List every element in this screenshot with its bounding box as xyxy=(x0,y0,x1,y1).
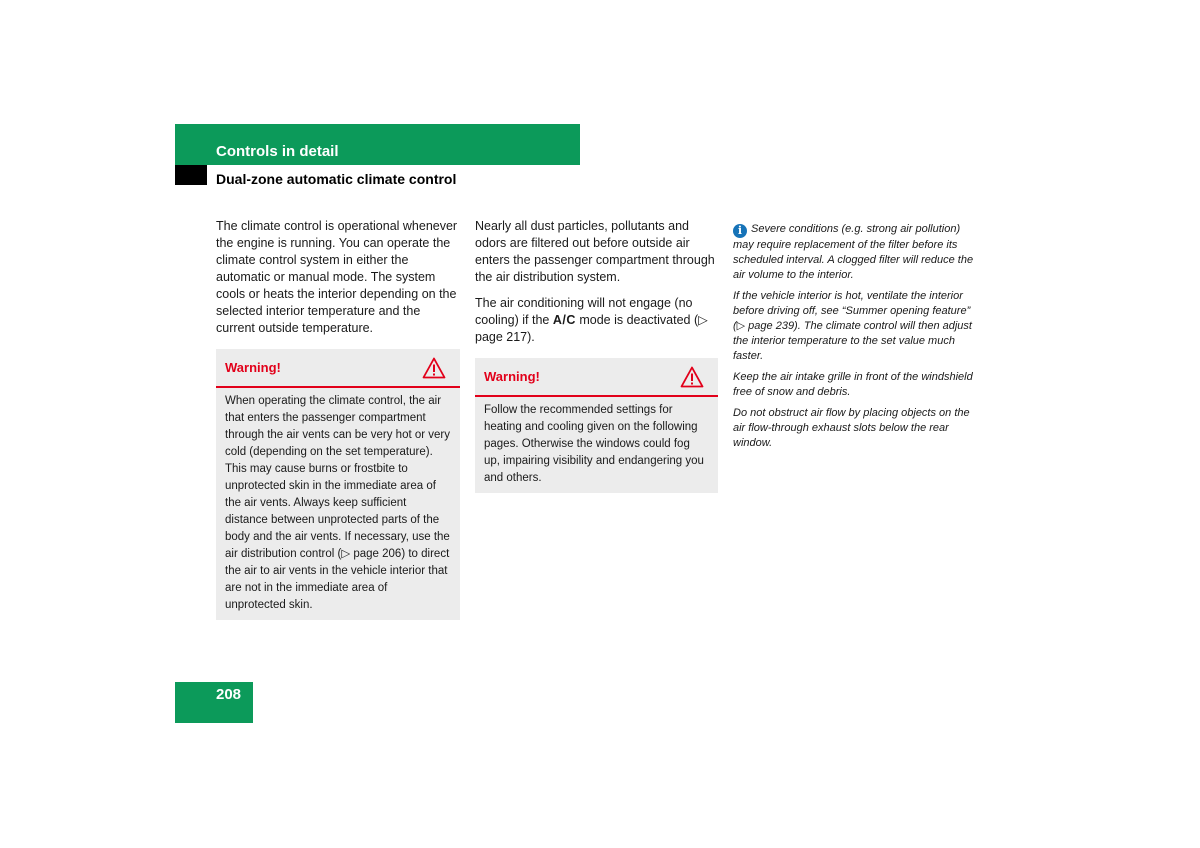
intro-paragraph: The climate control is operational whenever the engine is running. You can operate the climate control system in either the automatic or manual mode. The system cools or heats the interior depending on the selected interior temperature and the current outside temperature. xyxy=(216,219,458,335)
subsection-title: Dual-zone automatic climate control xyxy=(216,171,457,187)
info-note-exhaust: Do not obstruct air flow by placing objects on the air flow-through exhaust slots below the rear window. xyxy=(733,407,970,449)
warning-body: Follow the recommended settings for heating and cooling given on the following pages. Otherwise the windows could fog up, impairing visibility and endangering you and others. xyxy=(484,404,704,484)
filter-paragraph: Nearly all dust particles, pollutants and odors are filtered out before outside air enters the passenger compartment through the air distribution system. xyxy=(475,219,715,284)
warning-header xyxy=(216,349,460,388)
info-note-filter-text: Severe conditions (e.g. strong air pollution) may require replacement of the filter before its scheduled interval. A clogged filter will reduce the air volume to the interior. xyxy=(733,223,974,281)
warning-header xyxy=(475,358,718,397)
subsection-marker xyxy=(175,165,207,185)
ac-paragraph-end: mode is deactivated (▷ page 217). xyxy=(475,313,708,344)
column-2 xyxy=(475,218,718,493)
warning-triangle-icon xyxy=(680,366,704,388)
page-number-box xyxy=(175,682,253,723)
warning-title: Warning! xyxy=(484,369,540,384)
warning-triangle-icon xyxy=(422,357,446,379)
ac-paragraph-start: The air conditioning will not engage (no cooling) if the xyxy=(475,296,693,327)
info-note-ventilate: If the vehicle interior is hot, ventilate the interior before driving off, see “Summer opening feature” (▷ page 239). The climate control will then adjust the interior temperature to the set value much faster. xyxy=(733,290,972,362)
ac-mode-label: A/C xyxy=(552,313,576,327)
section-title: Controls in detail xyxy=(216,143,339,160)
page-number: 208 xyxy=(216,686,242,703)
warning-box-1 xyxy=(216,349,460,620)
warning-body: When operating the climate control, the air that enters the passenger compartment through the air vents can be very hot or very cold (depending on the set temperature). This may cause burns or frostbite to unprotected skin in the immediate area of the air vents. Always keep sufficient distance between unprotected parts of the body and the air vents. If necessary, use the air distribution control (▷ page 206) to direct the air to air vents in the vehicle interior that are not in the immediate area of unprotected skin. xyxy=(225,395,451,611)
warning-title: Warning! xyxy=(225,360,281,375)
info-circle-icon: i xyxy=(733,224,747,238)
info-note-grille: Keep the air intake grille in front of the windshield free of snow and debris. xyxy=(733,371,973,398)
column-1 xyxy=(216,218,460,620)
ac-paragraph xyxy=(475,295,718,346)
column-3 xyxy=(733,222,980,457)
info-note-filter xyxy=(733,222,980,283)
warning-box-2 xyxy=(475,358,718,493)
